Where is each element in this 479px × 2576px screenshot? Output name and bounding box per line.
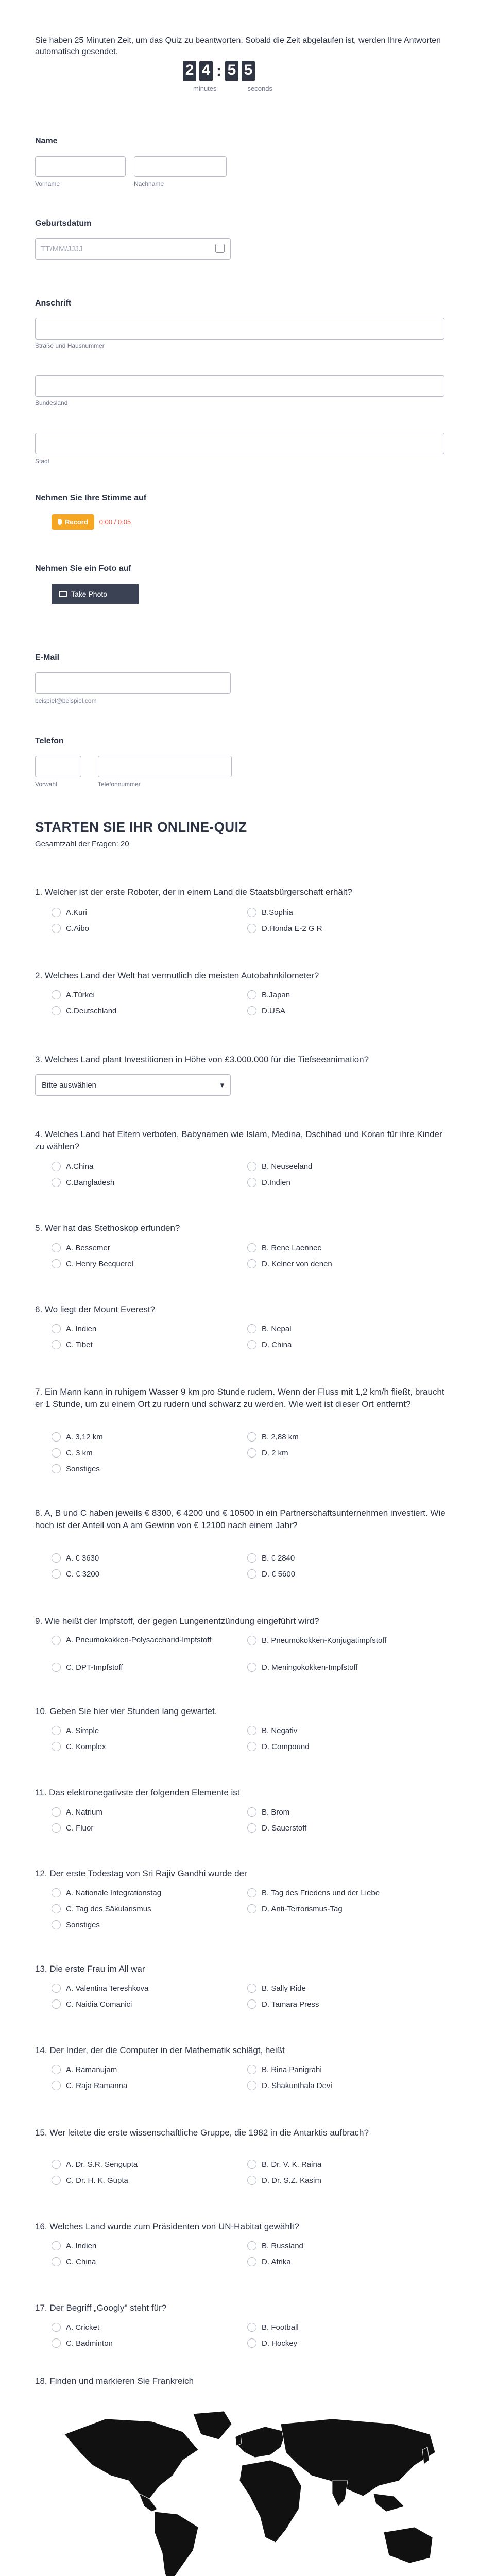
radio[interactable] [52, 1823, 61, 1833]
radio[interactable] [52, 2338, 61, 2348]
world-map[interactable] [44, 2403, 456, 2576]
radio[interactable] [52, 1807, 61, 1817]
option[interactable]: C.Deutschland [52, 1006, 116, 1015]
radio[interactable] [52, 2081, 61, 2090]
state-input[interactable] [35, 375, 444, 397]
question-12: 12. Der erste Todestag von Sri Rajiv Gandhi wurde der [35, 1869, 247, 1878]
question-5: 5. Wer hat das Stethoskop erfunden? [35, 1223, 180, 1233]
question-1: 1. Welcher ist der erste Roboter, der in einem Land die Staatsbürgerschaft erhält? [35, 887, 352, 897]
option[interactable]: B. Sally Ride [247, 1984, 306, 1993]
question-15: 15. Wer leitete die erste wissenschaftliche Gruppe, die 1982 in die Antarktis aufbrach? [35, 2128, 369, 2138]
radio[interactable] [247, 2323, 256, 2332]
first-name-input[interactable] [35, 156, 126, 177]
radio[interactable] [247, 1553, 256, 1563]
voice-recorder [52, 514, 131, 530]
photo-label: Nehmen Sie ein Foto auf [35, 564, 131, 573]
email-input[interactable] [35, 672, 231, 694]
last-name-input[interactable] [134, 156, 227, 177]
option[interactable]: A. Indien [52, 2241, 96, 2250]
question-10: 10. Geben Sie hier vier Stunden lang gewartet. [35, 1706, 217, 1716]
option[interactable]: A.Türkei [52, 990, 95, 999]
record-timecode: 0:00 / 0:05 [99, 518, 131, 526]
option[interactable]: C. Badminton [52, 2338, 113, 2348]
radio[interactable] [247, 1904, 256, 1913]
option[interactable]: D.USA [247, 1006, 285, 1015]
timer-digit: 5 [225, 61, 238, 81]
option[interactable]: C. DPT-Impfstoff [52, 1663, 123, 1672]
option[interactable]: B. Rina Panigrahi [247, 2065, 322, 2074]
option[interactable]: C. China [52, 2257, 96, 2266]
map-asia [281, 2419, 435, 2496]
city-sublabel: Stadt [35, 457, 50, 465]
question-6: 6. Wo liegt der Mount Everest? [35, 1304, 156, 1314]
radio[interactable] [247, 1807, 256, 1817]
option[interactable]: C. Henry Becquerel [52, 1259, 133, 1268]
option[interactable]: C. Dr. H. K. Gupta [52, 2176, 128, 2185]
option[interactable]: C. Tibet [52, 1340, 93, 1349]
radio[interactable] [247, 1888, 256, 1897]
radio[interactable] [52, 2160, 61, 2169]
email-label: E-Mail [35, 653, 60, 662]
birthdate-input[interactable] [35, 238, 231, 260]
street-sublabel: Straße und Hausnummer [35, 342, 105, 349]
radio[interactable] [247, 1999, 256, 2009]
option[interactable]: A. Ramanujam [52, 2065, 117, 2074]
option[interactable]: A. Natrium [52, 1807, 102, 1817]
radio[interactable] [52, 1984, 61, 1993]
map-india [332, 2481, 348, 2506]
quiz-count: Gesamtzahl der Fragen: 20 [35, 840, 129, 849]
mic-icon [58, 519, 62, 525]
option[interactable]: D. Hockey [247, 2338, 297, 2348]
option[interactable]: B. Dr. V. K. Raina [247, 2160, 321, 2169]
option-other[interactable]: Sonstiges [52, 1920, 100, 1929]
map-north-america [64, 2419, 198, 2499]
question-18: 18. Finden und markieren Sie Frankreich [35, 2376, 194, 2386]
radio[interactable] [52, 2065, 61, 2074]
radio[interactable] [247, 1742, 256, 1751]
radio[interactable] [52, 1432, 61, 1442]
option[interactable]: A. Bessemer [52, 1243, 110, 1252]
radio[interactable] [52, 1553, 61, 1563]
radio[interactable] [247, 1006, 256, 1015]
map-greenland [193, 2411, 232, 2439]
option[interactable]: D.Honda E-2 G R [247, 924, 322, 933]
option[interactable]: D. Afrika [247, 2257, 291, 2266]
question-14: 14. Der Inder, der die Computer in der Mathematik schlägt, heißt [35, 2045, 285, 2055]
option[interactable]: C. Naidia Comanici [52, 1999, 132, 2009]
option[interactable]: D. Anti-Terrorismus-Tag [247, 1904, 343, 1913]
radio[interactable] [247, 924, 256, 933]
area-code-sublabel: Vorwahl [35, 781, 57, 788]
radio[interactable] [52, 1999, 61, 2009]
radio[interactable] [247, 2081, 256, 2090]
radio[interactable] [247, 1636, 256, 1645]
option[interactable]: A. Valentina Tereshkova [52, 1984, 148, 1993]
radio[interactable] [247, 2241, 256, 2250]
option[interactable]: D.Indien [247, 1178, 290, 1187]
option[interactable]: A. € 3630 [52, 1553, 99, 1563]
first-name-sublabel: Vorname [35, 180, 60, 188]
radio[interactable] [52, 1663, 61, 1672]
radio[interactable] [52, 1448, 61, 1458]
question-3: 3. Welches Land plant Investitionen in Höhe von £3.000.000 für die Tiefseeanimation? [35, 1055, 369, 1064]
radio[interactable] [52, 2257, 61, 2266]
option[interactable]: A. Dr. S.R. Sengupta [52, 2160, 138, 2169]
radio[interactable] [52, 1920, 61, 1929]
option[interactable]: C. Fluor [52, 1823, 93, 1833]
option[interactable]: B.Sophia [247, 908, 293, 917]
radio[interactable] [247, 1448, 256, 1458]
radio[interactable] [247, 2338, 256, 2348]
radio[interactable] [52, 1569, 61, 1579]
timer-digit: 5 [242, 61, 255, 81]
radio[interactable] [247, 1984, 256, 1993]
option[interactable]: B. Neuseeland [247, 1162, 312, 1171]
option[interactable]: B. Negativ [247, 1726, 297, 1735]
option[interactable]: A.Kuri [52, 908, 87, 917]
radio[interactable] [52, 908, 61, 917]
option[interactable]: A. Indien [52, 1324, 96, 1333]
radio[interactable] [247, 1823, 256, 1833]
map-europe [237, 2427, 286, 2458]
street-input[interactable] [35, 318, 444, 340]
camera-icon [59, 591, 67, 597]
option[interactable]: B. Tag des Friedens und der Liebe [247, 1888, 380, 1897]
question-13: 13. Die erste Frau im All war [35, 1964, 145, 1974]
option[interactable]: D. Dr. S.Z. Kasim [247, 2176, 321, 2185]
radio[interactable] [52, 1888, 61, 1897]
option[interactable]: B. Russland [247, 2241, 303, 2250]
option[interactable]: D. Tamara Press [247, 1999, 319, 2009]
calendar-icon[interactable] [215, 244, 225, 253]
radio[interactable] [52, 1162, 61, 1171]
map-southeast-asia [373, 2494, 404, 2512]
radio[interactable] [247, 1162, 256, 1171]
option[interactable]: A. Nationale Integrationstag [52, 1888, 161, 1897]
option-other[interactable]: Sonstiges [52, 1464, 100, 1473]
seconds-label: seconds [247, 84, 272, 92]
radio[interactable] [247, 1726, 256, 1735]
radio[interactable] [52, 1636, 61, 1645]
radio[interactable] [247, 1340, 256, 1349]
radio[interactable] [52, 1742, 61, 1751]
map-africa [239, 2460, 301, 2543]
map-uk [235, 2434, 242, 2446]
option[interactable]: B. Brom [247, 1807, 289, 1817]
radio[interactable] [247, 1178, 256, 1187]
radio[interactable] [52, 1324, 61, 1333]
option[interactable]: D. Meningokokken-Impfstoff [247, 1663, 357, 1672]
voice-label: Nehmen Sie Ihre Stimme auf [35, 494, 147, 502]
option[interactable]: D. 2 km [247, 1448, 288, 1458]
phone-number-input[interactable] [98, 756, 232, 777]
radio[interactable] [52, 990, 61, 999]
radio[interactable] [247, 2257, 256, 2266]
radio[interactable] [52, 1006, 61, 1015]
timer-colon: : [216, 62, 221, 79]
map-australia [384, 2527, 433, 2563]
radio[interactable] [52, 1464, 61, 1473]
radio[interactable] [247, 2176, 256, 2185]
email-sublabel: beispiel@beispiel.com [35, 697, 97, 704]
chevron-down-icon: ▾ [220, 1081, 224, 1090]
option[interactable]: C. Raja Ramanna [52, 2081, 127, 2090]
country-select[interactable]: Bitte auswählen ▾ [35, 1074, 231, 1096]
radio[interactable] [247, 2160, 256, 2169]
option[interactable]: C. Tag des Säkularismus [52, 1904, 151, 1913]
radio[interactable] [247, 908, 256, 917]
question-2: 2. Welches Land der Welt hat vermutlich die meisten Autobahnkilometer? [35, 971, 319, 980]
option[interactable]: A. 3,12 km [52, 1432, 103, 1442]
quiz-title: STARTEN SIE IHR ONLINE-QUIZ [35, 819, 247, 835]
take-photo-button[interactable]: Take Photo [52, 584, 139, 604]
option[interactable]: D. Compound [247, 1742, 310, 1751]
radio[interactable] [52, 2176, 61, 2185]
radio[interactable] [247, 990, 256, 999]
countdown-timer [183, 61, 312, 107]
option[interactable]: C.Aibo [52, 924, 89, 933]
option[interactable]: C.Bangladesh [52, 1178, 114, 1187]
question-17: 17. Der Begriff „Googly" steht für? [35, 2303, 167, 2313]
option[interactable]: A.China [52, 1162, 93, 1171]
phone-number-sublabel: Telefonnummer [98, 781, 141, 788]
radio[interactable] [52, 1243, 61, 1252]
last-name-sublabel: Nachname [134, 180, 164, 188]
option[interactable]: B. Rene Laennec [247, 1243, 321, 1252]
option[interactable]: A. Pneumokokken-Polysaccharid-Impfstoff [52, 1636, 232, 1645]
radio[interactable] [247, 1259, 256, 1268]
option[interactable]: D. Kelner von denen [247, 1259, 332, 1268]
question-7: 7. Ein Mann kann in ruhigem Wasser 9 km pro Stunde rudern. Wenn der Fluss mit 1,2 km/h fließt, braucht er 1 Stunde, um zu einem Ort zu rudern und schwarz zu werden. Wie weit ist dieser Ort entfernt? [35, 1387, 444, 1409]
record-button[interactable]: Record [52, 514, 94, 530]
radio[interactable] [247, 1324, 256, 1333]
radio[interactable] [247, 2065, 256, 2074]
question-4: 4. Welches Land hat Eltern verboten, Babynamen wie Islam, Medina, Dschihad und Koran für ihre Kinder zu wählen? [35, 1129, 442, 1151]
radio[interactable] [52, 1178, 61, 1187]
radio[interactable] [247, 1243, 256, 1252]
phone-label: Telefon [35, 737, 64, 745]
option[interactable]: B. Football [247, 2323, 299, 2332]
radio[interactable] [52, 2323, 61, 2332]
minutes-label: minutes [193, 84, 217, 92]
area-code-input[interactable] [35, 756, 81, 777]
timer-digit: 2 [183, 61, 196, 81]
option[interactable]: A. Simple [52, 1726, 99, 1735]
option[interactable]: B. 2,88 km [247, 1432, 299, 1442]
radio[interactable] [247, 1663, 256, 1672]
map-south-america [155, 2512, 198, 2576]
city-input[interactable] [35, 433, 444, 454]
birthdate-label: Geburtsdatum [35, 219, 92, 228]
state-sublabel: Bundesland [35, 399, 68, 406]
radio[interactable] [247, 1569, 256, 1579]
option[interactable]: D. Sauerstoff [247, 1823, 306, 1833]
name-label: Name [35, 137, 58, 145]
radio[interactable] [52, 924, 61, 933]
option[interactable]: D. € 5600 [247, 1569, 295, 1579]
radio[interactable] [52, 1726, 61, 1735]
question-9: 9. Wie heißt der Impfstoff, der gegen Lungenentzündung eingeführt wird? [35, 1616, 319, 1626]
option[interactable]: A. Cricket [52, 2323, 99, 2332]
option[interactable]: B.Japan [247, 990, 290, 999]
question-8: 8. A, B und C haben jeweils € 8300, € 4200 und € 10500 in ein Partnerschaftsunternehmen investiert. Wie hoch ist der Anteil von A am Gewinn von € 12100 nach einem Jahr? [35, 1508, 446, 1530]
option[interactable]: B. Nepal [247, 1324, 292, 1333]
address-label: Anschrift [35, 299, 72, 308]
question-11: 11. Das elektronegativste der folgenden Elemente ist [35, 1788, 240, 1798]
option[interactable]: C. Komplex [52, 1742, 106, 1751]
radio[interactable] [52, 1259, 61, 1268]
radio[interactable] [52, 2241, 61, 2250]
birthdate-field[interactable] [35, 238, 231, 260]
radio[interactable] [247, 1432, 256, 1442]
option[interactable]: D. Shakunthala Devi [247, 2081, 332, 2090]
option[interactable]: D. China [247, 1340, 292, 1349]
option[interactable]: C. € 3200 [52, 1569, 99, 1579]
radio[interactable] [52, 1904, 61, 1913]
timer-digit: 4 [199, 61, 213, 81]
option[interactable]: B. Pneumokokken-Konjugatimpfstoff [247, 1636, 386, 1645]
intro-text: Sie haben 25 Minuten Zeit, um das Quiz zu beantworten. Sobald die Zeit abgelaufen ist, werden Ihre Antworten automatisch gesendet. [35, 36, 441, 56]
question-16: 16. Welches Land wurde zum Präsidenten von UN-Habitat gewählt? [35, 2222, 299, 2231]
option[interactable]: C. 3 km [52, 1448, 93, 1458]
option[interactable]: B. € 2840 [247, 1553, 295, 1563]
radio[interactable] [52, 1340, 61, 1349]
